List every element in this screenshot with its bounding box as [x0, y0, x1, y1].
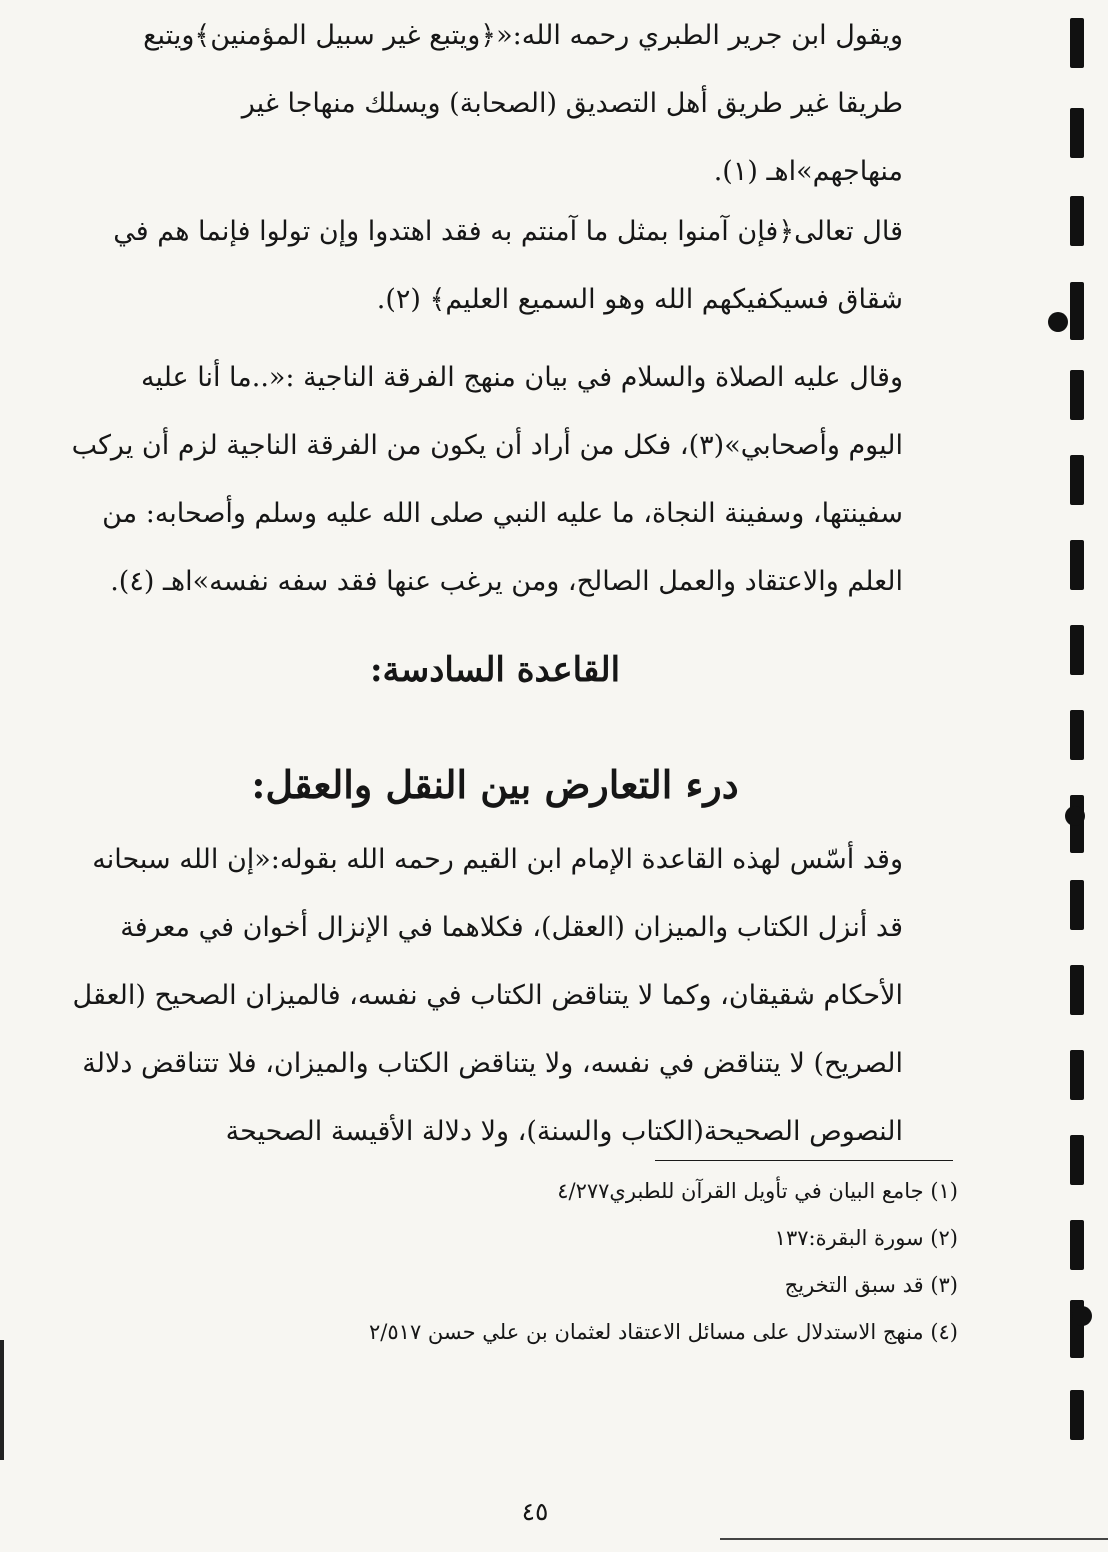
rule-title: القاعدة السادسة:	[369, 650, 621, 690]
paragraph-4	[63, 826, 903, 1166]
text-line: ويقول ابن جرير الطبري رحمه الله:«﴿ويتبع غير سبيل المؤمنين﴾ويتبع	[143, 20, 903, 51]
rule-subtitle: درء التعارض بين النقل والعقل:	[251, 762, 739, 807]
text-line: قد أنزل الكتاب والميزان (العقل)، فكلاهما في الإنزال أخوان في معرفة	[120, 912, 903, 943]
binding-dot-mark	[1065, 806, 1085, 826]
text-line: الصريح) لا يتناقض في نفسه، ولا يتناقض الكتاب والميزان، فلا تتناقض دلالة	[82, 1048, 903, 1079]
binding-hole-mark	[1070, 1050, 1084, 1100]
binding-dot-mark	[1072, 1306, 1092, 1326]
binding-hole-mark	[1070, 370, 1084, 420]
binding-hole-mark	[1070, 880, 1084, 930]
text-line: الأحكام شقيقان، وكما لا يتناقض الكتاب في نفسه، فالميزان الصحيح (العقل	[72, 980, 903, 1011]
binding-hole-mark	[1070, 1220, 1084, 1270]
footnote-4: (٤) منهج الاستدلال على مسائل الاعتقاد لعثمان بن علي حسن ٢/٥١٧	[369, 1320, 958, 1344]
text-line: وقد أسّس لهذه القاعدة الإمام ابن القيم رحمه الله بقوله:«إن الله سبحانه	[92, 844, 903, 875]
page-number: ٤٥	[521, 1497, 549, 1526]
paragraph-1	[63, 2, 903, 206]
footnote-2: (٢) سورة البقرة:١٣٧	[774, 1226, 958, 1250]
binding-hole-mark	[1070, 540, 1084, 590]
text-line: اليوم وأصحابي»(٣)، فكل من أراد أن يكون من الفرقة الناجية لزم أن يركب	[71, 430, 903, 461]
paragraph-3	[63, 344, 903, 616]
binding-hole-mark	[1070, 625, 1084, 675]
text-line: منهاجهم»اهـ (١).	[713, 156, 903, 187]
text-line: قال تعالى﴿فإن آمنوا بمثل ما آمنتم به فقد اهتدوا وإن تولوا فإنما هم في	[113, 216, 903, 247]
binding-hole-mark	[1070, 1390, 1084, 1440]
binding-hole-mark	[1070, 965, 1084, 1015]
text-line: النصوص الصحيحة(الكتاب والسنة)، ولا دلالة الأقيسة الصحيحة	[225, 1116, 903, 1147]
footnote-3: (٣) قد سبق التخريج	[784, 1273, 958, 1297]
paragraph-2	[63, 198, 903, 334]
text-line: شقاق فسيكفيكهم الله وهو السميع العليم﴾ (٢).	[376, 284, 903, 315]
binding-hole-mark	[1070, 1135, 1084, 1185]
binding-hole-mark	[1070, 196, 1084, 246]
scan-edge-mark	[0, 1340, 4, 1460]
binding-hole-mark	[1070, 455, 1084, 505]
footnote-divider	[655, 1160, 953, 1161]
binding-hole-mark	[1070, 282, 1084, 340]
footnote-1: (١) جامع البيان في تأويل القرآن للطبري٤/٢٧٧	[557, 1179, 958, 1203]
binding-dot-mark	[1048, 312, 1068, 332]
binding-hole-mark	[1070, 18, 1084, 68]
binding-hole-mark	[1070, 710, 1084, 760]
text-line: وقال عليه الصلاة والسلام في بيان منهج الفرقة الناجية :«..ما أنا عليه	[140, 362, 903, 393]
text-line: سفينتها، وسفينة النجاة، ما عليه النبي صلى الله عليه وسلم وأصحابه: من	[102, 498, 903, 529]
binding-hole-mark	[1070, 108, 1084, 158]
scan-edge-mark	[720, 1538, 1108, 1540]
footnotes	[198, 1168, 958, 1356]
text-line: طريقا غير طريق أهل التصديق (الصحابة) ويسلك منهاجا غير	[241, 88, 903, 119]
text-line: العلم والاعتقاد والعمل الصالح، ومن يرغب عنها فقد سفه نفسه»اهـ (٤).	[110, 566, 903, 597]
